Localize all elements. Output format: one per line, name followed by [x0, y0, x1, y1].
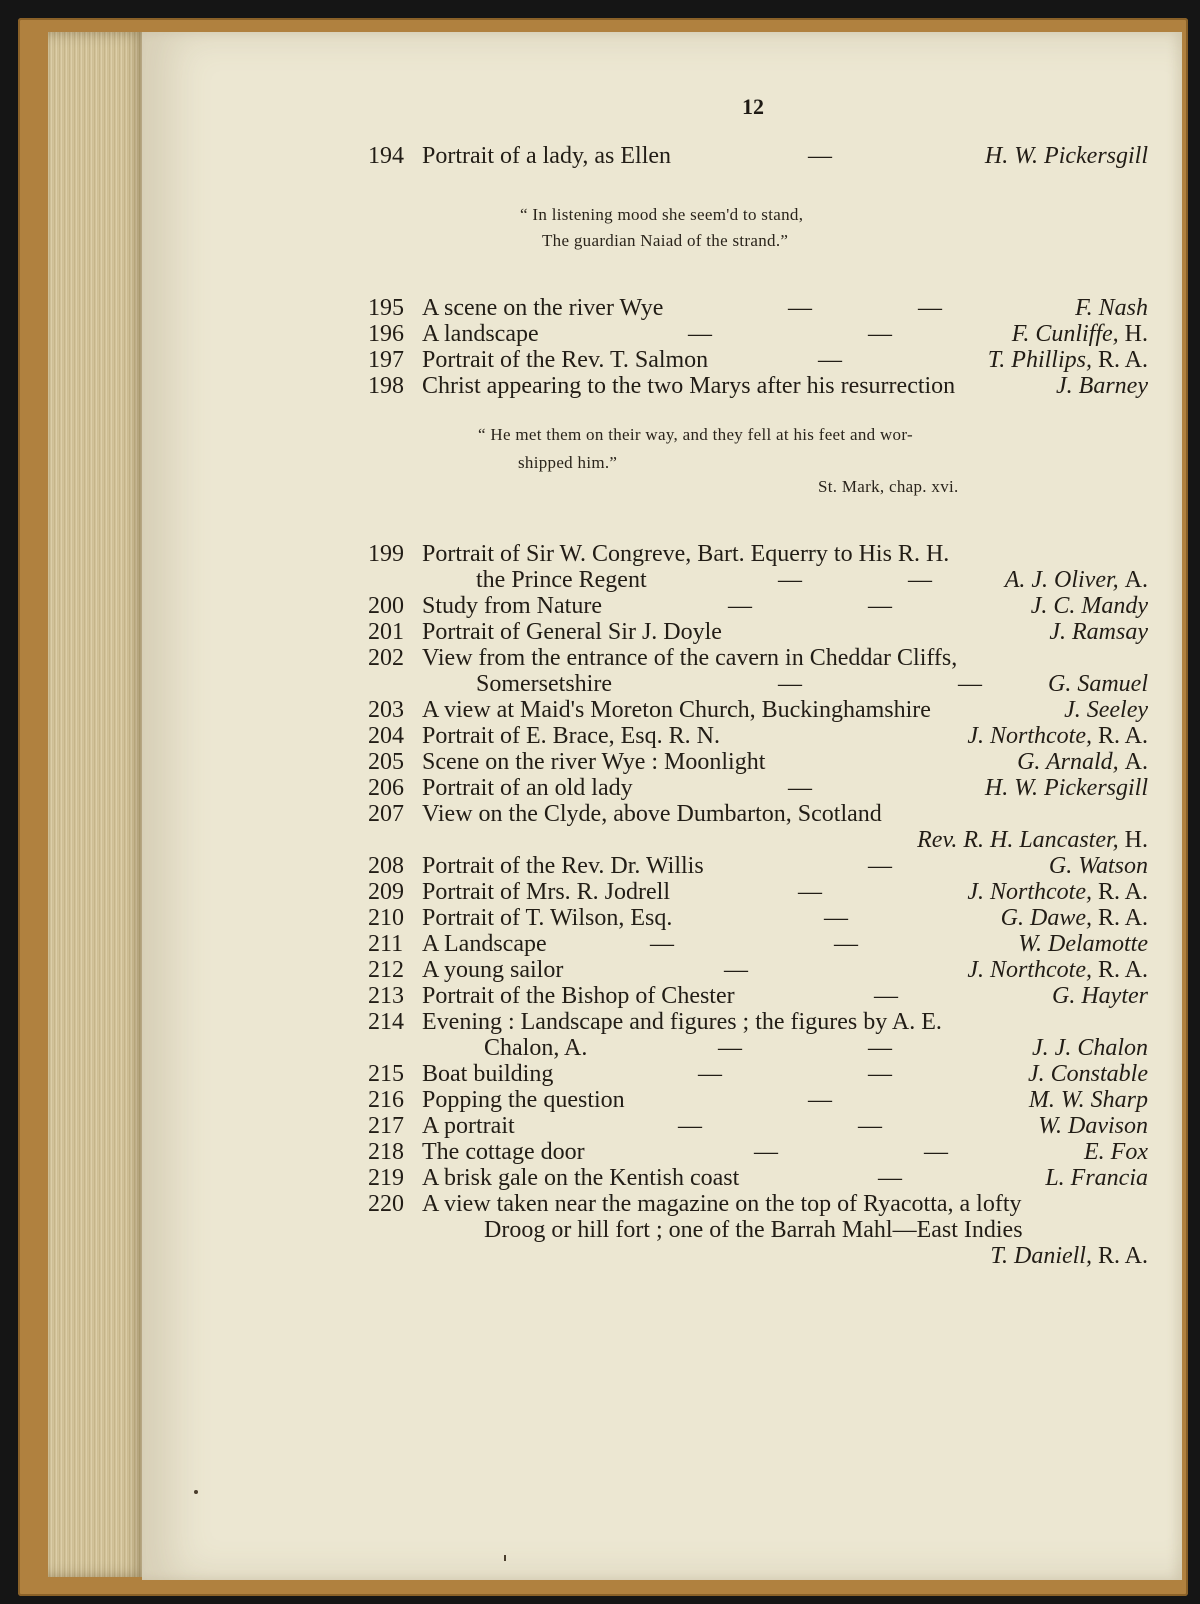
entry-number: 197 [368, 347, 404, 373]
entry-title: Portrait of General Sir J. Doyle [422, 619, 722, 645]
entry-artist [990, 1242, 1148, 1270]
entry-213 [368, 982, 1148, 1010]
entry-215 [368, 1060, 1148, 1088]
entry-title: View on the Clyde, above Dumbarton, Scotland [422, 801, 882, 827]
entry-number: 216 [368, 1087, 404, 1113]
entry-title: Portrait of T. Wilson, Esq. [422, 905, 673, 931]
entry-title: A brisk gale on the Kentish coast [422, 1165, 740, 1191]
dash: — [728, 593, 752, 619]
dash: — [868, 1061, 892, 1087]
artist-degree: A. [1124, 567, 1148, 593]
entry-continuation: Droog or hill fort ; one of the Barrah Mahl—East Indies [484, 1217, 1023, 1243]
page-number: 12 [742, 94, 764, 119]
dash: — [868, 1035, 892, 1061]
entry-artist [1029, 1086, 1148, 1114]
dash: — [698, 1061, 722, 1087]
entry-number: 195 [368, 295, 404, 321]
entry-artist [1028, 1060, 1148, 1088]
entry-artist [985, 774, 1148, 802]
entry-216 [368, 1086, 1148, 1114]
dash: — [874, 983, 898, 1009]
entry-artist [1052, 982, 1148, 1010]
verse-line: The guardian Naiad of the strand.” [542, 231, 789, 250]
artist-name: J. Northcote, [967, 957, 1092, 983]
artist-name: G. Hayter [1052, 983, 1148, 1009]
entry-number: 204 [368, 723, 404, 749]
entry-title: Christ appearing to the two Marys after his resurrection [422, 373, 956, 399]
artist-degree: A. [1124, 749, 1148, 775]
entry-artist [1064, 696, 1148, 724]
entry-artist [1084, 1138, 1148, 1166]
entry-number: 196 [368, 321, 404, 347]
dash: — [808, 1087, 832, 1113]
verse-source: St. Mark, chap. xvi. [818, 477, 959, 496]
dash: — [778, 671, 802, 697]
entry-artist [1031, 592, 1148, 620]
entry-artist [1049, 852, 1148, 880]
entry-203 [368, 696, 1148, 724]
artist-name: J. Constable [1028, 1061, 1148, 1087]
entry-title: A young sailor [422, 957, 564, 983]
artist-name: M. W. Sharp [1028, 1087, 1148, 1113]
entry-title: Portrait of the Rev. T. Salmon [422, 347, 709, 373]
entry-number: 215 [368, 1061, 404, 1087]
entry-199-artist-line [368, 566, 1148, 594]
entry-number: 207 [368, 801, 404, 827]
dash: — [958, 671, 982, 697]
artist-name: T. Phillips, [987, 347, 1092, 373]
verse-line: shipped him.” [518, 453, 618, 472]
artist-name: G. Samuel [1048, 671, 1148, 697]
entry-206 [368, 774, 1148, 802]
dash: — [650, 931, 674, 957]
entry-219-artist-line [368, 1164, 1148, 1192]
entry-title: Study from Nature [422, 593, 602, 619]
entry-number: 194 [368, 143, 404, 169]
artist-name: H. W. Pickersgill [984, 143, 1148, 169]
entry-220 [368, 1190, 1148, 1218]
entry-205 [368, 748, 1148, 776]
dash: — [788, 775, 812, 801]
artist-name: J. Ramsay [1049, 619, 1148, 645]
dash: — [868, 321, 892, 347]
entry-title: Scene on the river Wye : Moonlight [422, 749, 766, 775]
entry-title: A view at Maid's Moreton Church, Buckinghamshire [422, 697, 931, 723]
dash: — [808, 143, 832, 169]
entry-artist [1045, 1164, 1148, 1192]
entry-number: 212 [368, 957, 404, 983]
entry-title: Boat building [422, 1061, 554, 1087]
artist-name: Rev. R. H. Lancaster, [917, 827, 1119, 853]
entry-204 [368, 722, 1148, 750]
artist-degree: R. A. [1097, 347, 1148, 373]
entry-title: Portrait of an old lady [422, 775, 633, 801]
dash: — [824, 905, 848, 931]
artist-name: G. Arnald, [1017, 749, 1119, 775]
entry-title: Portrait of E. Brace, Esq. R. N. [422, 723, 720, 749]
entry-number: 201 [368, 619, 404, 645]
entry-title: View from the entrance of the cavern in Cheddar Cliffs, [422, 645, 958, 671]
artist-degree: R. A. [1097, 879, 1148, 905]
artist-name: J. Seeley [1064, 697, 1148, 723]
entry-218 [368, 1138, 1148, 1166]
entry-artist [967, 956, 1148, 984]
entry-211 [368, 930, 1148, 958]
artist-name: J. Northcote, [967, 723, 1092, 749]
entry-number: 198 [368, 373, 404, 399]
entry-title: The cottage door [422, 1139, 585, 1165]
entry-artist [1018, 930, 1148, 958]
entry-number: 202 [368, 645, 404, 671]
entry-195 [368, 294, 1148, 322]
ink-speck [194, 1490, 198, 1494]
artist-name: E. Fox [1084, 1139, 1148, 1165]
entry-artist [988, 346, 1148, 374]
entry-number: 199 [368, 541, 404, 567]
entry-207 [368, 800, 1148, 828]
dash: — [788, 295, 812, 321]
entry-artist [1017, 748, 1148, 776]
dash: — [918, 295, 942, 321]
entry-title: A view taken near the magazine on the top of Ryacotta, a lofty [422, 1191, 1022, 1217]
verse-line: “ In listening mood she seem'd to stand, [520, 205, 804, 224]
entry-207-artist-line [368, 826, 1148, 854]
entry-artist [1075, 294, 1148, 322]
entry-220-artist-line [368, 1242, 1148, 1270]
artist-degree: R. A. [1097, 905, 1148, 931]
artist-name: T. Daniell, [990, 1243, 1092, 1269]
entry-number: 213 [368, 983, 404, 1009]
dash: — [868, 853, 892, 879]
artist-name: J. Barney [1056, 373, 1148, 399]
entry-title: A Landscape [422, 931, 547, 957]
entry-artist [1056, 372, 1148, 400]
entry-number: 205 [368, 749, 404, 775]
entry-number: 220 [368, 1191, 404, 1217]
entry-number: 217 [368, 1113, 404, 1139]
entry-212 [368, 956, 1148, 984]
entry-title: Portrait of the Bishop of Chester [422, 983, 735, 1009]
entry-artist [967, 878, 1148, 906]
dash: — [678, 1113, 702, 1139]
artist-name: F. Nash [1075, 295, 1148, 321]
entry-title: Portrait of a lady, as Ellen [422, 143, 672, 169]
entry-artist [1038, 1112, 1148, 1140]
entry-number: 203 [368, 697, 404, 723]
entry-title: A portrait [422, 1113, 515, 1139]
entry-artist [967, 722, 1148, 750]
entry-199 [368, 540, 1148, 568]
artist-name: W. Davison [1038, 1113, 1148, 1139]
entry-number: 219 [368, 1165, 404, 1191]
dash: — [778, 567, 802, 593]
entry-210 [368, 904, 1148, 932]
entry-number: 209 [368, 879, 404, 905]
dash: — [868, 593, 892, 619]
entry-200 [368, 592, 1148, 620]
entry-196 [368, 320, 1148, 348]
entry-continuation: Chalon, A. [484, 1035, 588, 1061]
entry-217 [368, 1112, 1148, 1140]
artist-name: L. Francia [1045, 1165, 1148, 1191]
entry-artist [1012, 320, 1148, 348]
artist-name: A. J. Oliver, [1004, 567, 1119, 593]
dash: — [754, 1139, 778, 1165]
entry-title: A landscape [422, 321, 539, 347]
verse-line: “ He met them on their way, and they fell at his feet and wor- [478, 425, 913, 444]
artist-name: G. Dawe, [1000, 905, 1092, 931]
artist-degree: R. A. [1097, 957, 1148, 983]
dash: — [908, 567, 932, 593]
dash: — [878, 1165, 902, 1191]
dash: — [834, 931, 858, 957]
artist-name: J. J. Chalon [1032, 1035, 1148, 1061]
entry-201 [368, 618, 1148, 646]
entry-artist [1032, 1034, 1148, 1062]
artist-name: W. Delamotte [1018, 931, 1148, 957]
entry-number: 208 [368, 853, 404, 879]
artist-name: J. Northcote, [967, 879, 1092, 905]
entry-continuation: Somersetshire [476, 671, 612, 697]
entry-208 [368, 852, 1148, 880]
ink-speck [504, 1555, 506, 1561]
artist-degree: H. [1124, 321, 1148, 347]
entry-artist [917, 826, 1148, 854]
entry-number: 214 [368, 1009, 404, 1035]
entry-artist [1048, 670, 1148, 698]
artist-name: F. Cunliffe, [1011, 321, 1119, 347]
entry-number: 210 [368, 905, 404, 931]
entry-194 [368, 142, 1148, 170]
artist-name: G. Watson [1048, 853, 1148, 879]
dash: — [798, 879, 822, 905]
artist-name: H. W. Pickersgill [984, 775, 1148, 801]
entry-artist [1049, 618, 1148, 646]
entry-title: Popping the question [422, 1087, 625, 1113]
artist-degree: H. [1124, 827, 1148, 853]
entry-title: Evening : Landscape and figures ; the figures by A. E. [422, 1009, 942, 1035]
artist-name: J. C. Mandy [1030, 593, 1148, 619]
artist-degree: R. A. [1097, 1243, 1148, 1269]
entry-artist [985, 142, 1148, 170]
entry-title: Portrait of Sir W. Congreve, Bart. Equerry to His R. H. [422, 541, 950, 567]
entry-number: 206 [368, 775, 404, 801]
dash: — [688, 321, 712, 347]
entry-197 [368, 346, 1148, 374]
artist-degree: R. A. [1097, 723, 1148, 749]
entry-number: 218 [368, 1139, 404, 1165]
entry-number: 211 [368, 931, 404, 957]
entry-202-artist-line [368, 670, 1148, 698]
entry-202 [368, 644, 1148, 672]
entry-number: 200 [368, 593, 404, 619]
entry-artist [1005, 566, 1148, 594]
dash: — [818, 347, 842, 373]
page-edges [48, 32, 148, 1577]
entry-209 [368, 878, 1148, 906]
dash: — [718, 1035, 742, 1061]
entry-214 [368, 1008, 1148, 1036]
entry-artist [1001, 904, 1148, 932]
entry-title: Portrait of the Rev. Dr. Willis [422, 853, 704, 879]
entry-214-artist-line [368, 1034, 1148, 1062]
dash: — [858, 1113, 882, 1139]
entry-continuation: the Prince Regent [476, 567, 647, 593]
entry-title: Portrait of Mrs. R. Jodrell [422, 879, 670, 905]
entry-title: A scene on the river Wye [422, 295, 664, 321]
dash: — [724, 957, 748, 983]
entry-198 [368, 372, 1148, 400]
dash: — [924, 1139, 948, 1165]
